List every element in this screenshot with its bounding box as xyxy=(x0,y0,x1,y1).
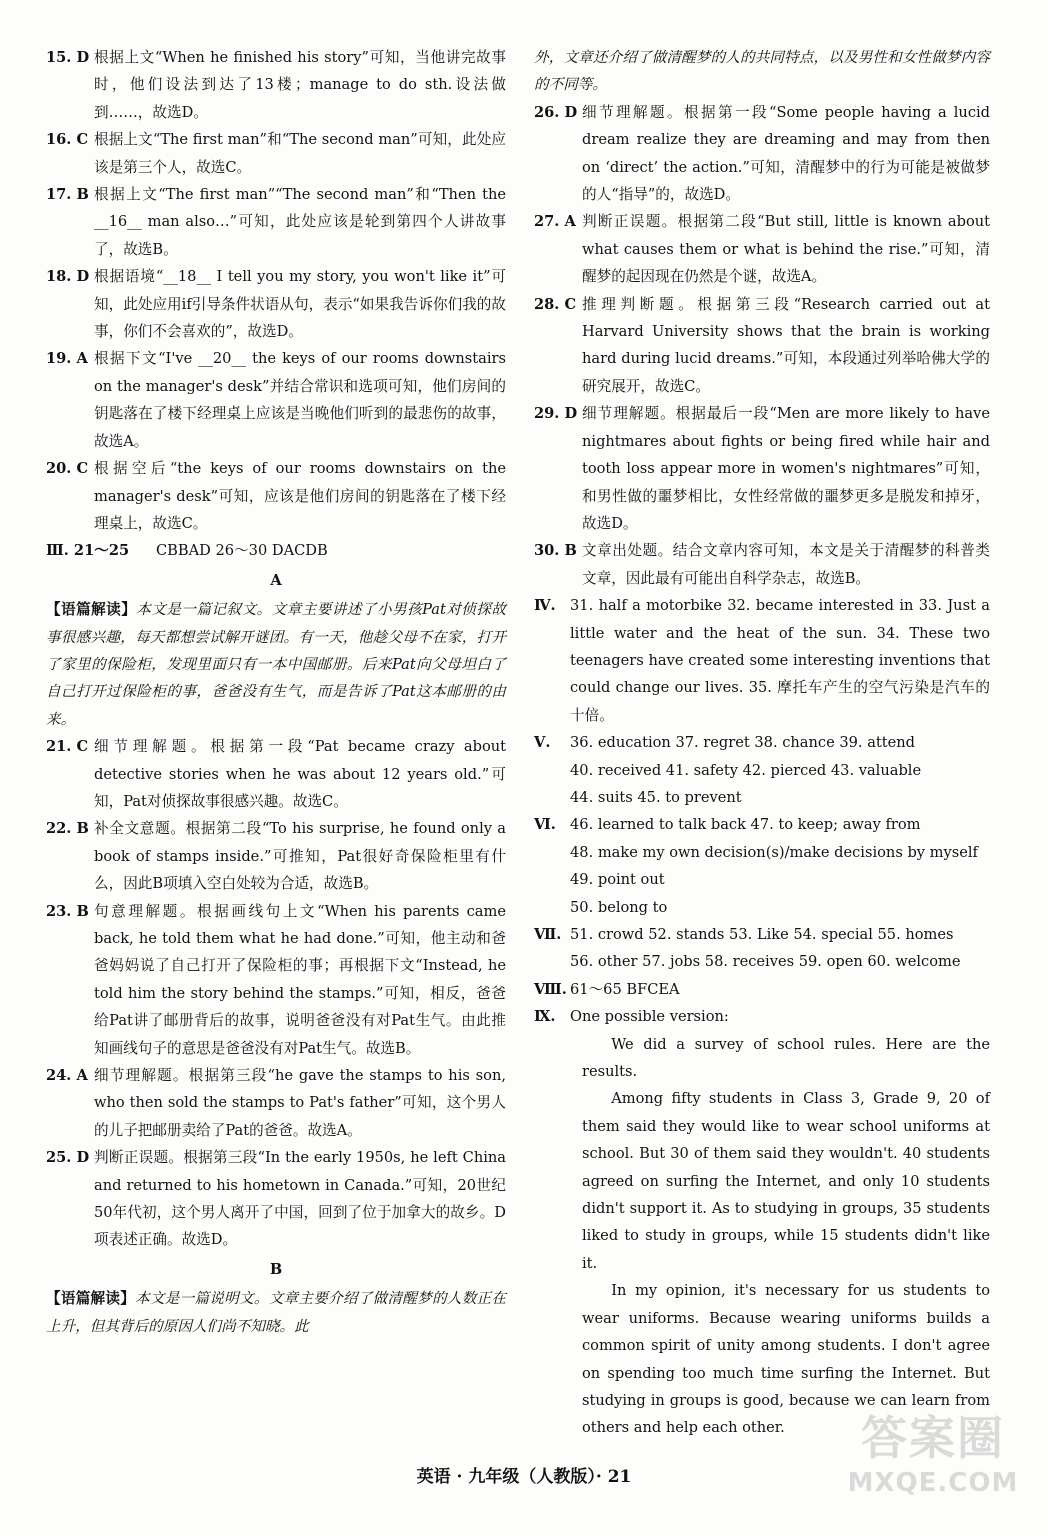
right-column xyxy=(534,44,990,1442)
left-column xyxy=(46,44,506,1340)
answer-28: 28. C 推理判断题。根据第三段“Research carried out at Harvard University shows that the brain is working hard during lucid dreams.”可知，本段通过列举哈佛大学的研究展开，故选C。 xyxy=(534,295,990,395)
section-7: Ⅶ. 51. crowd 52. stands 53. Like 54. special 55. homes 56. other 57. jobs 58. receives 59. open 60. welcome xyxy=(534,926,961,971)
answer-21: 21. C 细节理解题。根据第一段“Pat became crazy about detective stories when he was about 12 years old.”可知，Pat对侦探故事很感兴趣。故选C。 xyxy=(46,738,506,810)
analysis-b-continued: 外，文章还介绍了做清醒梦的人的共同特点，以及男性和女性做梦内容的不同等。 xyxy=(534,49,990,94)
analysis-a: 【语篇解读】本文是一篇记叙文。文章主要讲述了小男孩Pat对侦探故事很感兴趣，每天都想尝试解开谜团。有一天，他趁父母不在家，打开了家里的保险柜，发现里面只有一本中国邮册。后来Pat向父母坦白了自己打开过保险柜的事，爸爸没有生气，而是告诉了Pat这本邮册的由来。 xyxy=(46,601,506,728)
answer-29: 29. D 细节理解题。根据最后一段“Men are more likely to have nightmares about fights or being fired while hair and tooth loss appear more in women's nightmares”可知，和男性做的噩梦相比，女性经常做的噩梦更多是脱发和掉牙，故选D。 xyxy=(534,405,990,532)
section-4: Ⅳ. 31. half a motorbike 32. became interested in 33. Just a little water and the heat of the sun. 34. These two teenagers have created some interesting inventions that could change our lives. 35. 摩托车产生的空气污染是汽车的十倍。 xyxy=(534,597,990,724)
answer-20: 20. C 根据空后“the keys of our rooms downstairs on the manager's desk”可知，应该是他们房间的钥匙落在了楼下经理桌上，故选C。 xyxy=(46,460,506,532)
answer-24: 24. A 细节理解题。根据第三段“he gave the stamps to his son, who then sold the stamps to Pat's father”可知，这个男人的儿子把邮册卖给了Pat的爸爸。故选A。 xyxy=(46,1067,506,1139)
essay-paragraph-2: Among fifty students in Class 3, Grade 9, 20 of them said they would like to wear school uniforms at school. But 30 of them said they wouldn't. 40 students agreed on surfing the Internet, and only 10 students didn't support it. As to studying in groups, 35 students liked to study in groups, while 15 students didn't like it. xyxy=(582,1090,990,1272)
answer-18: 18. D 根据语境“__18__ I tell you my story, you won't like it”可知，此处应用if引导条件状语从句，表示“如果我告诉你们我的故事，你们不会喜欢的”，故选D。 xyxy=(46,268,506,341)
passage-a-heading: A xyxy=(270,571,282,589)
answer-19: 19. A 根据下文“I've __20__ the keys of our rooms downstairs on the manager's desk”并结合常识和选项可知，他们房间的钥匙落在了楼下经理桌上应该是当晚他们听到的最悲伤的故事，故选A。 xyxy=(46,350,506,450)
section-6: Ⅵ. 46. learned to talk back 47. to keep; away from 48. make my own decision(s)/make decisions by myself 49. point out 50. belong to xyxy=(534,816,978,916)
answer-25: 25. D 判断正误题。根据第三段“In the early 1950s, he left China and returned to his hometown in Canada.”可知，20世纪50年代初，这个男人离开了中国，回到了位于加拿大的故乡。D项表述正确。故选D。 xyxy=(46,1149,506,1249)
answer-15: 15. D 根据上文“When he finished his story”可知，当他讲完故事时，他们设法到达了13楼；manage to do sth.设法做到……，故选D。 xyxy=(46,49,506,121)
passage-b-heading: B xyxy=(269,1260,283,1278)
answer-23: 23. B 句意理解题。根据画线句上文“When his parents came back, he told them what he had done.”可知，他主动和爸爸妈妈说了自己打开了保险柜的事；再根据下文“Instead, he told him the story behind the stamps.”可知，相反，爸爸给Pat讲了邮册背后的故事，说明爸爸没有对Pat生气。由此推知画线句子的意思是爸爸没有对Pat生气。故选B。 xyxy=(46,902,506,1057)
page-footer: 英语 · 九年级（人教版）· 21 xyxy=(416,1467,632,1487)
answer-16: 16. C 根据上文“The first man”和“The second man”可知，此处应该是第三个人，故选C。 xyxy=(46,131,506,176)
section-3: Ⅲ. 21～25 CBBAD 26～30 DACDB xyxy=(46,542,328,560)
answer-22: 22. B 补全文意题。根据第二段“To his surprise, he found only a book of stamps inside.”可推知，Pat很好奇保险柜里有什么，因此B项填入空白处较为合适，故选B。 xyxy=(46,820,506,893)
answer-30: 30. B 文章出处题。结合文章内容可知，本文是关于清醒梦的科普类文章，因此最有可能出自科学杂志，故选B。 xyxy=(534,542,990,587)
section-8: Ⅷ. 61～65 BFCEA xyxy=(534,980,680,998)
answer-26: 26. D 细节理解题。根据第一段“Some people having a lucid dream realize they are dreaming and may from then on ‘direct’ the action.”可知，清醒梦中的行为可能是被做梦的人“指导”的，故选D。 xyxy=(534,103,990,204)
answer-27: 27. A 判断正误题。根据第二段“But still, little is known about what causes them or what is behind the rise.”可知，清醒梦的起因现在仍然是个谜，故选A。 xyxy=(534,213,990,286)
essay-paragraph-3: In my opinion, it's necessary for us students to wear uniforms. Because wearing uniforms builds a common spirit of unity among students. I don't agree on spending too much time surfing the Internet. But studying in groups is good, because we can learn from others and help each other. xyxy=(582,1282,990,1437)
answer-17: 17. B 根据上文“The first man”“The second man”和“Then the __16__ man also…”可知，此处应该是轮到第四个人讲故事了，故选B。 xyxy=(46,186,506,258)
section-5: Ⅴ. 36. education 37. regret 38. chance 39. attend 40. received 41. safety 42. pierced 43. valuable 44. suits 45. to prevent xyxy=(534,734,922,806)
analysis-b: 【语篇解读】本文是一篇说明文。文章主要介绍了做清醒梦的人数正在上升，但其背后的原因人们尚不知晓。此 xyxy=(46,1290,506,1335)
essay-paragraph-1: We did a survey of school rules. Here are the results. xyxy=(582,1035,990,1081)
section-9: Ⅸ. One possible version: xyxy=(534,1008,729,1026)
watermark-logo: 答案圈 MXQE.COM xyxy=(847,1411,1019,1498)
